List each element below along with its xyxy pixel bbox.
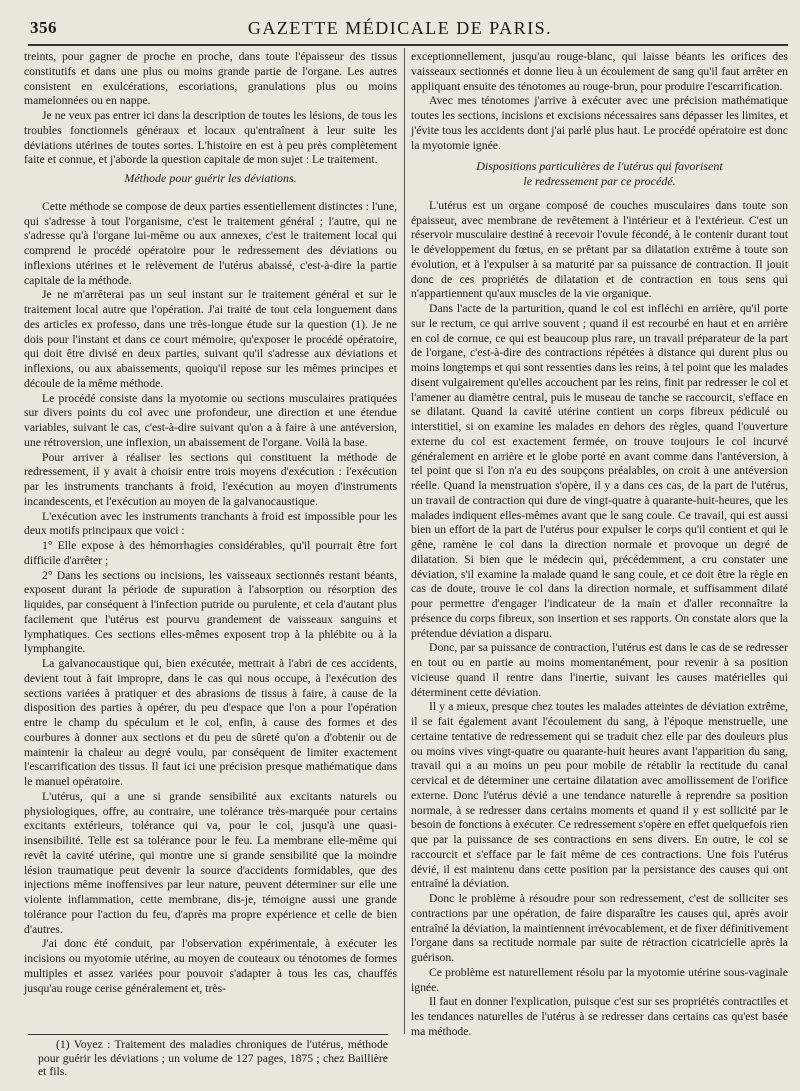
paragraph: L'exécution avec les instruments tranchants à froid est impossible pour les deux motifs principaux que voici : <box>24 509 397 538</box>
paragraph: Je ne veux pas entrer ici dans la description de toutes les lésions, de tous les troubles fonctionnels généraux et locaux qu'entraînent à leur suite les déviations utérines de toutes sortes. L'histoire en est à peu près complètement faite et connue, et j'aborde la question capitale de mon sujet : Le traitement. <box>24 109 397 167</box>
paragraph: 1° Elle expose à des hémorrhagies considérables, qu'il pourrait être fort difficile d'arrêter ; <box>24 539 397 567</box>
right-column <box>411 50 788 1040</box>
paragraph: treints, pour gagner de proche en proche, dans toute l'épaisseur des tissus constitutifs et dans une plus ou moins grande partie de l'organe. Les autres consistent en exulcérations, escoriations, granulations plus ou moins mamelonnées ou en nappe. <box>24 50 397 108</box>
paragraph: La galvanocaustique qui, bien exécutée, mettrait à l'abri de ces accidents, devient tout à fait impropre, dans le cas qui nous occupe, à l'exécution des sections variées à pratiquer et des abrasions de tissus à faire, à cause de la disposition des parties à opérer, du peu d'espace que l'on a pour l'opération entre le champ du spéculum et le col, enfin, à cause des formes et des courbures à donner aux sections et du peu de sûreté qu'on a d'obtenir ou de maintenir la chaleur au degré voulu, par conséquent de limiter exactement l'escarrification des tissus. Il faut ici une précision presque mathématique dans le manuel opératoire. <box>24 657 397 788</box>
paragraph: Cette méthode se compose de deux parties essentiellement distinctes : l'une, qui s'adresse à tout l'organisme, c'est le traitement général ; l'autre, qui ne s'adresse qu'à l'organe lui-même ou aux annexes, c'est le traitement local qui comprend le procédé opératoire pour le redressement des déviations ou inflexions utérines et le relèvement de l'utérus abaissé, c'est-à-dire la partie capitale de la méthode. <box>24 199 397 287</box>
footnote-rule <box>28 1034 388 1035</box>
paragraph: 2° Dans les sections ou incisions, les vaisseaux sectionnés restant béants, exposent durant la période de supuration à l'absorption ou résorption des liquides, par conséquent à l'infection putride ou purulente, et cela d'autant plus facilement que l'utérus est pourvu grandement de vaisseaux sanguins et lymphatiques. Ces sections elles-mêmes exposent trop à la phlébite ou à la lymphangite. <box>24 568 397 656</box>
left-column <box>24 50 397 996</box>
paragraph: Il faut en donner l'explication, puisque c'est sur ses propriétés contractiles et les tendances naturelles de l'utérus à se redresser dans certains cas qu'est basée ma méthode. <box>411 995 788 1038</box>
paragraph: exceptionnellement, jusqu'au rouge-blanc, qui laisse béants les orifices des vaisseaux sectionnés et donne lieu à un écoulement de sang qu'il faut arrêter en appliquant ensuite des ténotomes au rouge-brun, pour produire l'escarrification. <box>411 50 788 93</box>
paragraph: Avec mes ténotomes j'arrive à exécuter avec une précision mathématique toutes les sections, incisions et excisions nécessaires sans dépasser les limites, et j'évite tous les accidents dont j'ai parlé plus haut. Le procédé opératoire est donc la myotomie ignée. <box>411 94 788 152</box>
paragraph: Ce problème est naturellement résolu par la myotomie utérine sous-vaginale ignée. <box>411 965 788 994</box>
paragraph: J'ai donc été conduit, par l'observation expérimentale, à exécuter les incisions ou myotomie utérine, au moyen de couteaux ou ténotomes de formes multiples et assez variées pour pouvoir s'adapter à tous les cas, chauffés jusqu'au rouge cerise généralement et, très- <box>24 937 397 995</box>
paragraph: Pour arriver à réaliser les sections qui constituent la méthode de redressement, il y avait à choisir entre trois moyens d'exécution : l'exécution par les instruments tranchants à froid, l'exécution au moyen d'instruments incandescents, et l'exécution au moyen de la galvanocaustique. <box>24 450 397 508</box>
section-heading: Méthode pour guérir les déviations. <box>124 171 297 185</box>
paragraph: Il y a mieux, presque chez toutes les malades atteintes de déviation extrême, il se fait également avant l'écoulement du sang, à l'époque menstruelle, une certaine tentative de redressement qui se traduit chez elle par des douleurs plus ou moins vives vingt-quatre ou quarante-huit heures avant l'apparition du sang, travail qui a au moins un peu pour mobile de rétablir la rectitude du canal cervical et de déterminer une certaine dilatation avec amollissement de l'orifice externe. Donc l'utérus dévié a une tendance naturelle à reprendre sa position normale, à se redresser dans certains moments et quand il y est sollicité par le besoin de fonctions à exécuter. Ce redressement s'opère en effet quelquefois rien que par la puissance de ses contractions en sens divers. En outre, le col se raccourcit et s'efface par le fait même de ces contractions. Une fois l'utérus dévié, il est maintenu dans cette position par la persistance des causes qui ont entraîné la déviation. <box>411 700 788 891</box>
paragraph: L'utérus est un organe composé de couches musculaires dans toute son épaisseur, avec membrane de revêtement à l'intérieur et à l'extérieur. C'est un réservoir musculaire destiné à recevoir l'ovule fécondé, à le contenir durant tout le développement du fœtus, en se prêtant par sa dilatation extrême à toute son évolution, et à l'expulser à sa maturité par sa puissance de contraction. Il jouit donc de ces propriétés de dilatation et de contraction en tous sens qui n'appartiennent qu'aux muscles de la vie organique. <box>411 198 788 301</box>
page-number: 356 <box>30 18 57 37</box>
section-heading-line: Dispositions particulières de l'utérus qui favorisent <box>476 159 723 174</box>
section-heading-line: le redressement par ce procédé. <box>523 174 676 188</box>
header-rule <box>28 44 788 46</box>
paragraph: Je ne m'arrêterai pas un seul instant sur le traitement général et sur le traitement local autre que l'opération. J'ai traité de tout cela longuement dans des articles ex professo, dans une très-longue étude sur la question (1). Je ne dois pour l'instant et dans ce court mémoire, qu'exposer le procédé opératoire, qui doit être divisé en deux parties, suivant qu'il s'adresse aux déviations et inflexions, ou aux abaissements, quoiqu'il repose sur les mêmes principes et découle de la même méthode. <box>24 288 397 390</box>
journal-title: GAZETTE MÉDICALE DE PARIS. <box>247 18 553 38</box>
paragraph: L'utérus, qui a une si grande sensibilité aux excitants naturels ou physiologiques, offre, au contraire, une tolérance très-marquée pour certains excitants extérieurs, tolérance qui va, pour le col, jusqu'à une quasi-insensibilité. Telle est sa tolérance pour le feu. La membrane elle-même qui revêt la cavité utérine, qui montre une si grande sensibilité que la moindre lésion traumatique peut devenir la source d'accidents formidables, que des injections même inoffensives par leur nature, peuvent déterminer sur elle une violente inflammation, cette membrane, dis-je, témoigne aussi une grande tolérance pour l'action du feu, d'après ma propre expérience et celle de bien d'autres. <box>24 789 397 936</box>
page-header <box>0 14 800 42</box>
footnote: (1) Voyez : Traitement des maladies chroniques de l'utérus, méthode pour guérir les déviations ; un volume de 127 pages, 1875 ; chez Baillière et fils. <box>38 1038 388 1078</box>
paragraph: Dans l'acte de la parturition, quand le col est infléchi en arrière, qu'il porte sur le rectum, ce qui arrive souvent ; quand il est recourbé en haut et en arrière en col de cornue, ce qui est beaucoup plus rare, un travail préparateur de la part de l'organe, c'est-à-dire des contractions répétées à distance qui durent plus ou moins longtemps et qui sont ressenties dans les reins, à tel point que les malades disent vulgairement qu'elles accouchent par les reins, finit par redresser le col et l'amener au diamètre central, puis le museau de tanche se raccourcit, s'efface en se dilatant. Quand la cavité utérine contient un corps fibreux pédiculé ou interstitiel, si on examine les malades en dehors des règles, quand l'ouverture externe du col est exactement fermée, on trouve toujours le col incurvé généralement en arrière et le globe porté en avant comme dans l'antéversion, à tel point que si l'on n'a eu des soupçons préalables, on croit à une antéversion réelle. Quand la menstruation s'opère, il y a dans ces cas, de la part de l'utérus, un travail de contraction qui dure de vingt-quatre à quarante-huit-heures, que les malades indiquent elles-mêmes avant que le sang coule. Ce travail, qui est aussi bien un effort de la part de l'utérus pour expulser le corps qu'il contient et qui le gêne, ramène le col dans la direction normale et provoque un degré de dilatation. Si bien que le médecin qui, précédemment, a cru constater une déviation, s'il examine la malade quand le sang coule, et ce doit être la règle en cas de doute, trouve le col dans la direction normale, et suffisamment dilaté pour permettre d'engager l'indicateur de la main et d'aller reconnaître la présence du corps fibreux, son insertion et ses rapports. On constate alors que la prétendue déviation a disparu. <box>411 302 788 640</box>
section-heading <box>411 159 788 189</box>
paragraph: Donc le problème à résoudre pour son redressement, c'est de solliciter ses contractions par une opération, de faire disparaître les causes qui, après avoir entraîné la déviation, la maintiennent irrévocablement, et de fixer définitivement l'organe dans sa rectitude normale par suite de rétraction cicatricielle après la guérison. <box>411 892 788 964</box>
paragraph: Donc, par sa puissance de contraction, l'utérus est dans le cas de se redresser en tout ou en partie au moins momentanément, pour revenir à sa position vicieuse quand il rentre dans l'inertie, suivant les causes matérielles qui déterminent cette déviation. <box>411 641 788 699</box>
column-separator <box>404 48 405 1034</box>
paragraph: Le procédé consiste dans la myotomie ou sections musculaires pratiquées sur divers points du col avec une profondeur, une direction et une étendue variables, suivant le cas, c'est-à-dire suivant qu'on a à faire à une antéversion, une rétroversion, une inflexion, un abaissement de l'organe. Voilà la base. <box>24 391 397 449</box>
